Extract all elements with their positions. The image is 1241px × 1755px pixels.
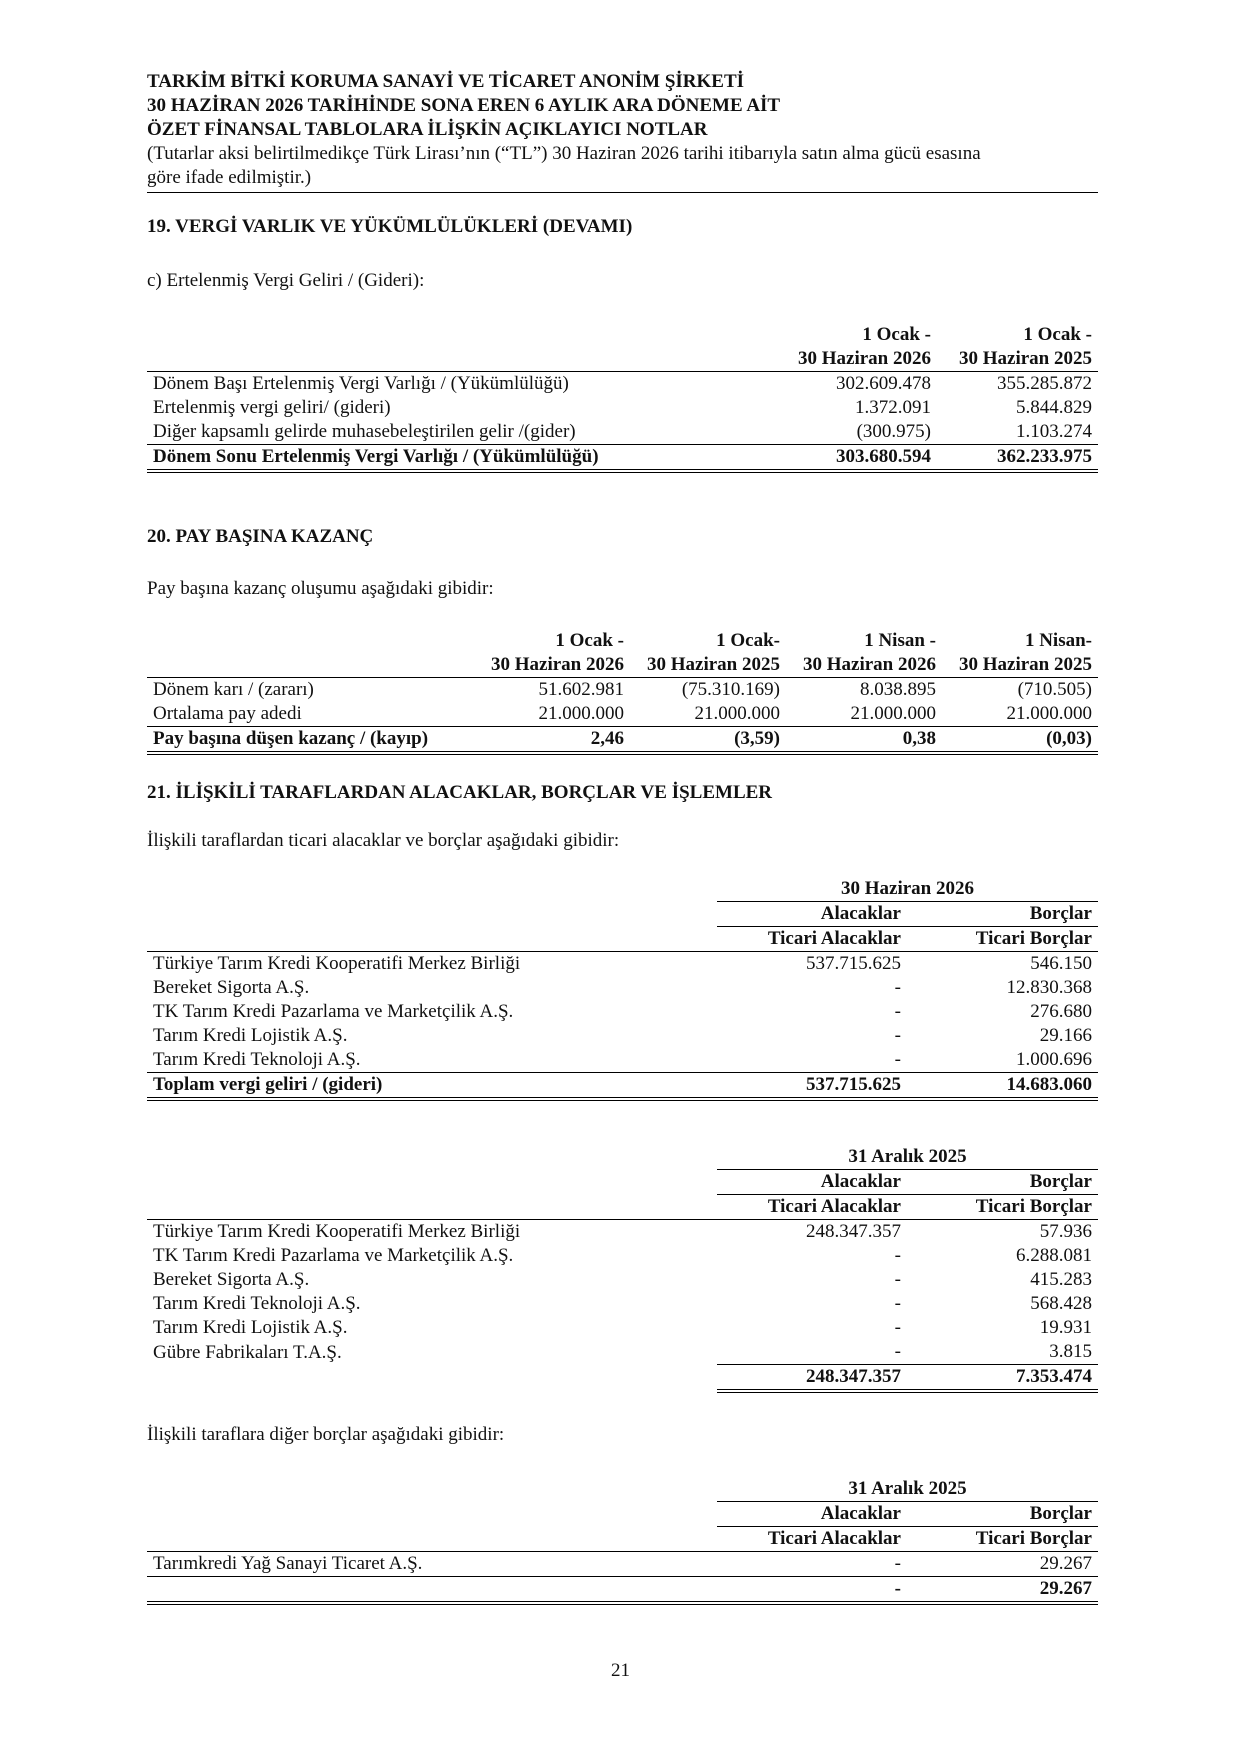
column-header: Borçlar	[907, 1502, 1098, 1527]
table-row	[147, 976, 1098, 1000]
column-header: Borçlar	[907, 1170, 1098, 1195]
page-number: 21	[611, 1660, 630, 1681]
cell-value: 248.347.357	[717, 1365, 907, 1392]
table-row	[147, 1552, 1098, 1577]
cell-value: 14.683.060	[907, 1073, 1098, 1100]
cell-value: 1.000.696	[1016, 1049, 1092, 1070]
cell-value: 415.283	[1030, 1269, 1092, 1290]
section-21-intro-2: İlişkili taraflara diğer borçlar aşağıdaki gibidir:	[147, 1424, 505, 1445]
cell-value: 248.347.357	[806, 1221, 901, 1242]
cell-value: 537.715.625	[806, 953, 901, 974]
section-21-title: 21. İLİŞKİLİ TARAFLARDAN ALACAKLAR, BORÇLAR VE İŞLEMLER	[147, 782, 773, 803]
cell-value: 302.609.478	[836, 373, 931, 394]
cell-value: 568.428	[1030, 1293, 1092, 1314]
column-header: 1 Ocak -	[555, 630, 624, 651]
table-header-row	[147, 1527, 1098, 1552]
table-row	[147, 1244, 1098, 1268]
cell-value: 355.285.872	[997, 373, 1092, 394]
cell-value: 5.844.829	[1016, 397, 1092, 418]
column-header: Alacaklar	[717, 1170, 907, 1195]
cell-value: (75.310.169)	[681, 679, 780, 700]
column-header: 1 Ocak -	[1023, 324, 1092, 345]
column-header: 1 Ocak -	[862, 324, 931, 345]
table-header-row	[147, 323, 1098, 347]
cell-value: 57.936	[1039, 1221, 1092, 1242]
cell-value: 21.000.000	[1006, 703, 1092, 724]
table-header-row	[147, 1195, 1098, 1220]
table-row	[147, 420, 1098, 445]
cell-value: 7.353.474	[907, 1365, 1098, 1392]
cell-value: 8.038.895	[860, 679, 936, 700]
cell-value: 29.267	[1039, 1553, 1092, 1574]
row-label: Pay başına düşen kazanç / (kayıp)	[147, 727, 474, 754]
notes-title: ÖZET FİNANSAL TABLOLARA İLİŞKİN AÇIKLAYICI NOTLAR	[147, 119, 708, 140]
row-label: Tarım Kredi Lojistik A.Ş.	[153, 1317, 348, 1338]
table-row	[147, 952, 1098, 977]
table-header-row	[147, 629, 1098, 653]
row-label: Tarımkredi Yağ Sanayi Ticaret A.Ş.	[153, 1553, 423, 1574]
table-row	[147, 396, 1098, 420]
table-row	[147, 372, 1098, 397]
table-row	[147, 702, 1098, 727]
cell-value: 6.288.081	[1016, 1245, 1092, 1266]
table-row	[147, 1268, 1098, 1292]
row-label: Ortalama pay adedi	[153, 703, 302, 724]
related-party-table-2025	[147, 1145, 1098, 1393]
related-party-table-2026	[147, 877, 1098, 1101]
document-page	[147, 70, 1098, 1605]
row-label: Türkiye Tarım Kredi Kooperatifi Merkez Birliği	[153, 1221, 521, 1242]
total-row	[147, 1073, 1098, 1100]
column-header: Ticari Alacaklar	[717, 1527, 907, 1552]
column-header: Alacaklar	[717, 902, 907, 927]
column-header: 30 Haziran 2026	[777, 347, 937, 372]
cell-value: -	[894, 1049, 901, 1070]
table-row	[147, 1340, 1098, 1365]
table-header-row	[147, 653, 1098, 678]
section-19-title: 19. VERGİ VARLIK VE YÜKÜMLÜLÜKLERİ (DEVAMI)	[147, 216, 633, 237]
cell-value: 29.267	[907, 1577, 1098, 1604]
table-header-row	[147, 927, 1098, 952]
cell-value: -	[894, 977, 901, 998]
section-21-intro: İlişkili taraflardan ticari alacaklar ve borçlar aşağıdaki gibidir:	[147, 830, 620, 851]
cell-value: 0,38	[786, 727, 942, 754]
section-19-subtitle: c) Ertelenmiş Vergi Geliri / (Gideri):	[147, 270, 425, 291]
column-header: Borçlar	[907, 902, 1098, 927]
table-header-row	[147, 877, 1098, 902]
eps-table	[147, 629, 1098, 755]
column-header: Alacaklar	[717, 1502, 907, 1527]
row-label: Dönem karı / (zararı)	[153, 679, 314, 700]
cell-value: 2,46	[474, 727, 630, 754]
cell-value: 21.000.000	[538, 703, 624, 724]
table-header-row	[147, 1145, 1098, 1170]
column-header: Ticari Alacaklar	[717, 927, 907, 952]
column-header: 1 Nisan-	[1024, 630, 1092, 651]
cell-value: -	[894, 1341, 901, 1362]
table-row	[147, 1292, 1098, 1316]
period-header: 31 Aralık 2025	[717, 1145, 1098, 1170]
period-header: 30 Haziran 2026	[717, 877, 1098, 902]
cell-value: -	[894, 1001, 901, 1022]
cell-value: -	[717, 1577, 907, 1604]
row-label: Ertelenmiş vergi geliri/ (gideri)	[153, 397, 391, 418]
cell-value: -	[894, 1553, 901, 1574]
table-header-row	[147, 347, 1098, 372]
table-header-row	[147, 1502, 1098, 1527]
deferred-tax-table	[147, 323, 1098, 473]
column-header: 30 Haziran 2025	[630, 653, 786, 678]
column-header: 1 Nisan -	[864, 630, 936, 651]
cell-value: 1.103.274	[1016, 421, 1092, 442]
cell-value: 12.830.368	[1006, 977, 1092, 998]
row-label: Dönem Sonu Ertelenmiş Vergi Varlığı / (Yükümlülüğü)	[147, 445, 777, 472]
row-label: Tarım Kredi Teknoloji A.Ş.	[153, 1049, 361, 1070]
related-party-other-payables-table	[147, 1477, 1098, 1605]
cell-value: 51.602.981	[538, 679, 624, 700]
table-header-row	[147, 1477, 1098, 1502]
table-row	[147, 1000, 1098, 1024]
total-row	[147, 1365, 1098, 1392]
cell-value: 362.233.975	[937, 445, 1098, 472]
table-row	[147, 678, 1098, 703]
cell-value: 29.166	[1039, 1025, 1092, 1046]
cell-value: -	[894, 1245, 901, 1266]
total-row	[147, 445, 1098, 472]
row-label: TK Tarım Kredi Pazarlama ve Marketçilik A.Ş.	[153, 1245, 514, 1266]
cell-value: 276.680	[1030, 1001, 1092, 1022]
row-label	[147, 1365, 717, 1392]
section-20-intro: Pay başına kazanç oluşumu aşağıdaki gibidir:	[147, 578, 494, 599]
total-row	[147, 1577, 1098, 1604]
cell-value: -	[894, 1025, 901, 1046]
period-header: 31 Aralık 2025	[717, 1477, 1098, 1502]
row-label: Gübre Fabrikaları T.A.Ş.	[153, 1341, 342, 1363]
header-divider	[147, 192, 1098, 193]
period-title: 30 HAZİRAN 2026 TARİHİNDE SONA EREN 6 AYLIK ARA DÖNEME AİT	[147, 95, 781, 116]
cell-value: 303.680.594	[777, 445, 937, 472]
cell-value: (3,59)	[630, 727, 786, 754]
company-name: TARKİM BİTKİ KORUMA SANAYİ VE TİCARET ANONİM ŞİRKETİ	[147, 71, 745, 92]
cell-value: 3.815	[1049, 1341, 1092, 1362]
cell-value: (710.505)	[1017, 679, 1092, 700]
cell-value: 21.000.000	[694, 703, 780, 724]
row-label: Bereket Sigorta A.Ş.	[153, 977, 310, 998]
table-row	[147, 1024, 1098, 1048]
cell-value: 546.150	[1030, 953, 1092, 974]
row-label: Bereket Sigorta A.Ş.	[153, 1269, 310, 1290]
table-header-row	[147, 1170, 1098, 1195]
cell-value: (0,03)	[942, 727, 1098, 754]
row-label: Dönem Başı Ertelenmiş Vergi Varlığı / (Yükümlülüğü)	[153, 373, 569, 394]
row-label: Tarım Kredi Lojistik A.Ş.	[153, 1025, 348, 1046]
column-header: 30 Haziran 2026	[786, 653, 942, 678]
total-row	[147, 727, 1098, 754]
column-header: 30 Haziran 2025	[937, 347, 1098, 372]
cell-value: 21.000.000	[850, 703, 936, 724]
cell-value: -	[894, 1269, 901, 1290]
row-label: Diğer kapsamlı gelirde muhasebeleştirilen gelir /(gider)	[153, 421, 576, 442]
row-label: TK Tarım Kredi Pazarlama ve Marketçilik A.Ş.	[153, 1001, 514, 1022]
table-row	[147, 1316, 1098, 1340]
section-20-title: 20. PAY BAŞINA KAZANÇ	[147, 526, 374, 547]
column-header: 30 Haziran 2025	[942, 653, 1098, 678]
column-header: Ticari Borçlar	[907, 1195, 1098, 1220]
table-header-row	[147, 902, 1098, 927]
currency-note-2: göre ifade edilmiştir.)	[147, 167, 312, 188]
row-label: Tarım Kredi Teknoloji A.Ş.	[153, 1293, 361, 1314]
cell-value: (300.975)	[856, 421, 931, 442]
row-label: Türkiye Tarım Kredi Kooperatifi Merkez Birliği	[153, 953, 521, 974]
cell-value: -	[894, 1317, 901, 1338]
cell-value: 19.931	[1039, 1317, 1092, 1338]
currency-note-1: (Tutarlar aksi belirtilmedikçe Türk Lirası’nın (“TL”) 30 Haziran 2026 tarihi itibarıyla satın alma gücü esasına	[147, 143, 981, 164]
cell-value: 1.372.091	[855, 397, 931, 418]
column-header: 1 Ocak-	[716, 630, 780, 651]
column-header: Ticari Borçlar	[907, 927, 1098, 952]
row-label: Toplam vergi geliri / (gideri)	[147, 1073, 717, 1100]
column-header: 30 Haziran 2026	[474, 653, 630, 678]
table-row	[147, 1220, 1098, 1245]
report-header	[147, 70, 1098, 193]
cell-value: 537.715.625	[717, 1073, 907, 1100]
column-header: Ticari Alacaklar	[717, 1195, 907, 1220]
column-header: Ticari Borçlar	[907, 1527, 1098, 1552]
row-label	[147, 1577, 717, 1604]
table-row	[147, 1048, 1098, 1073]
cell-value: -	[894, 1293, 901, 1314]
